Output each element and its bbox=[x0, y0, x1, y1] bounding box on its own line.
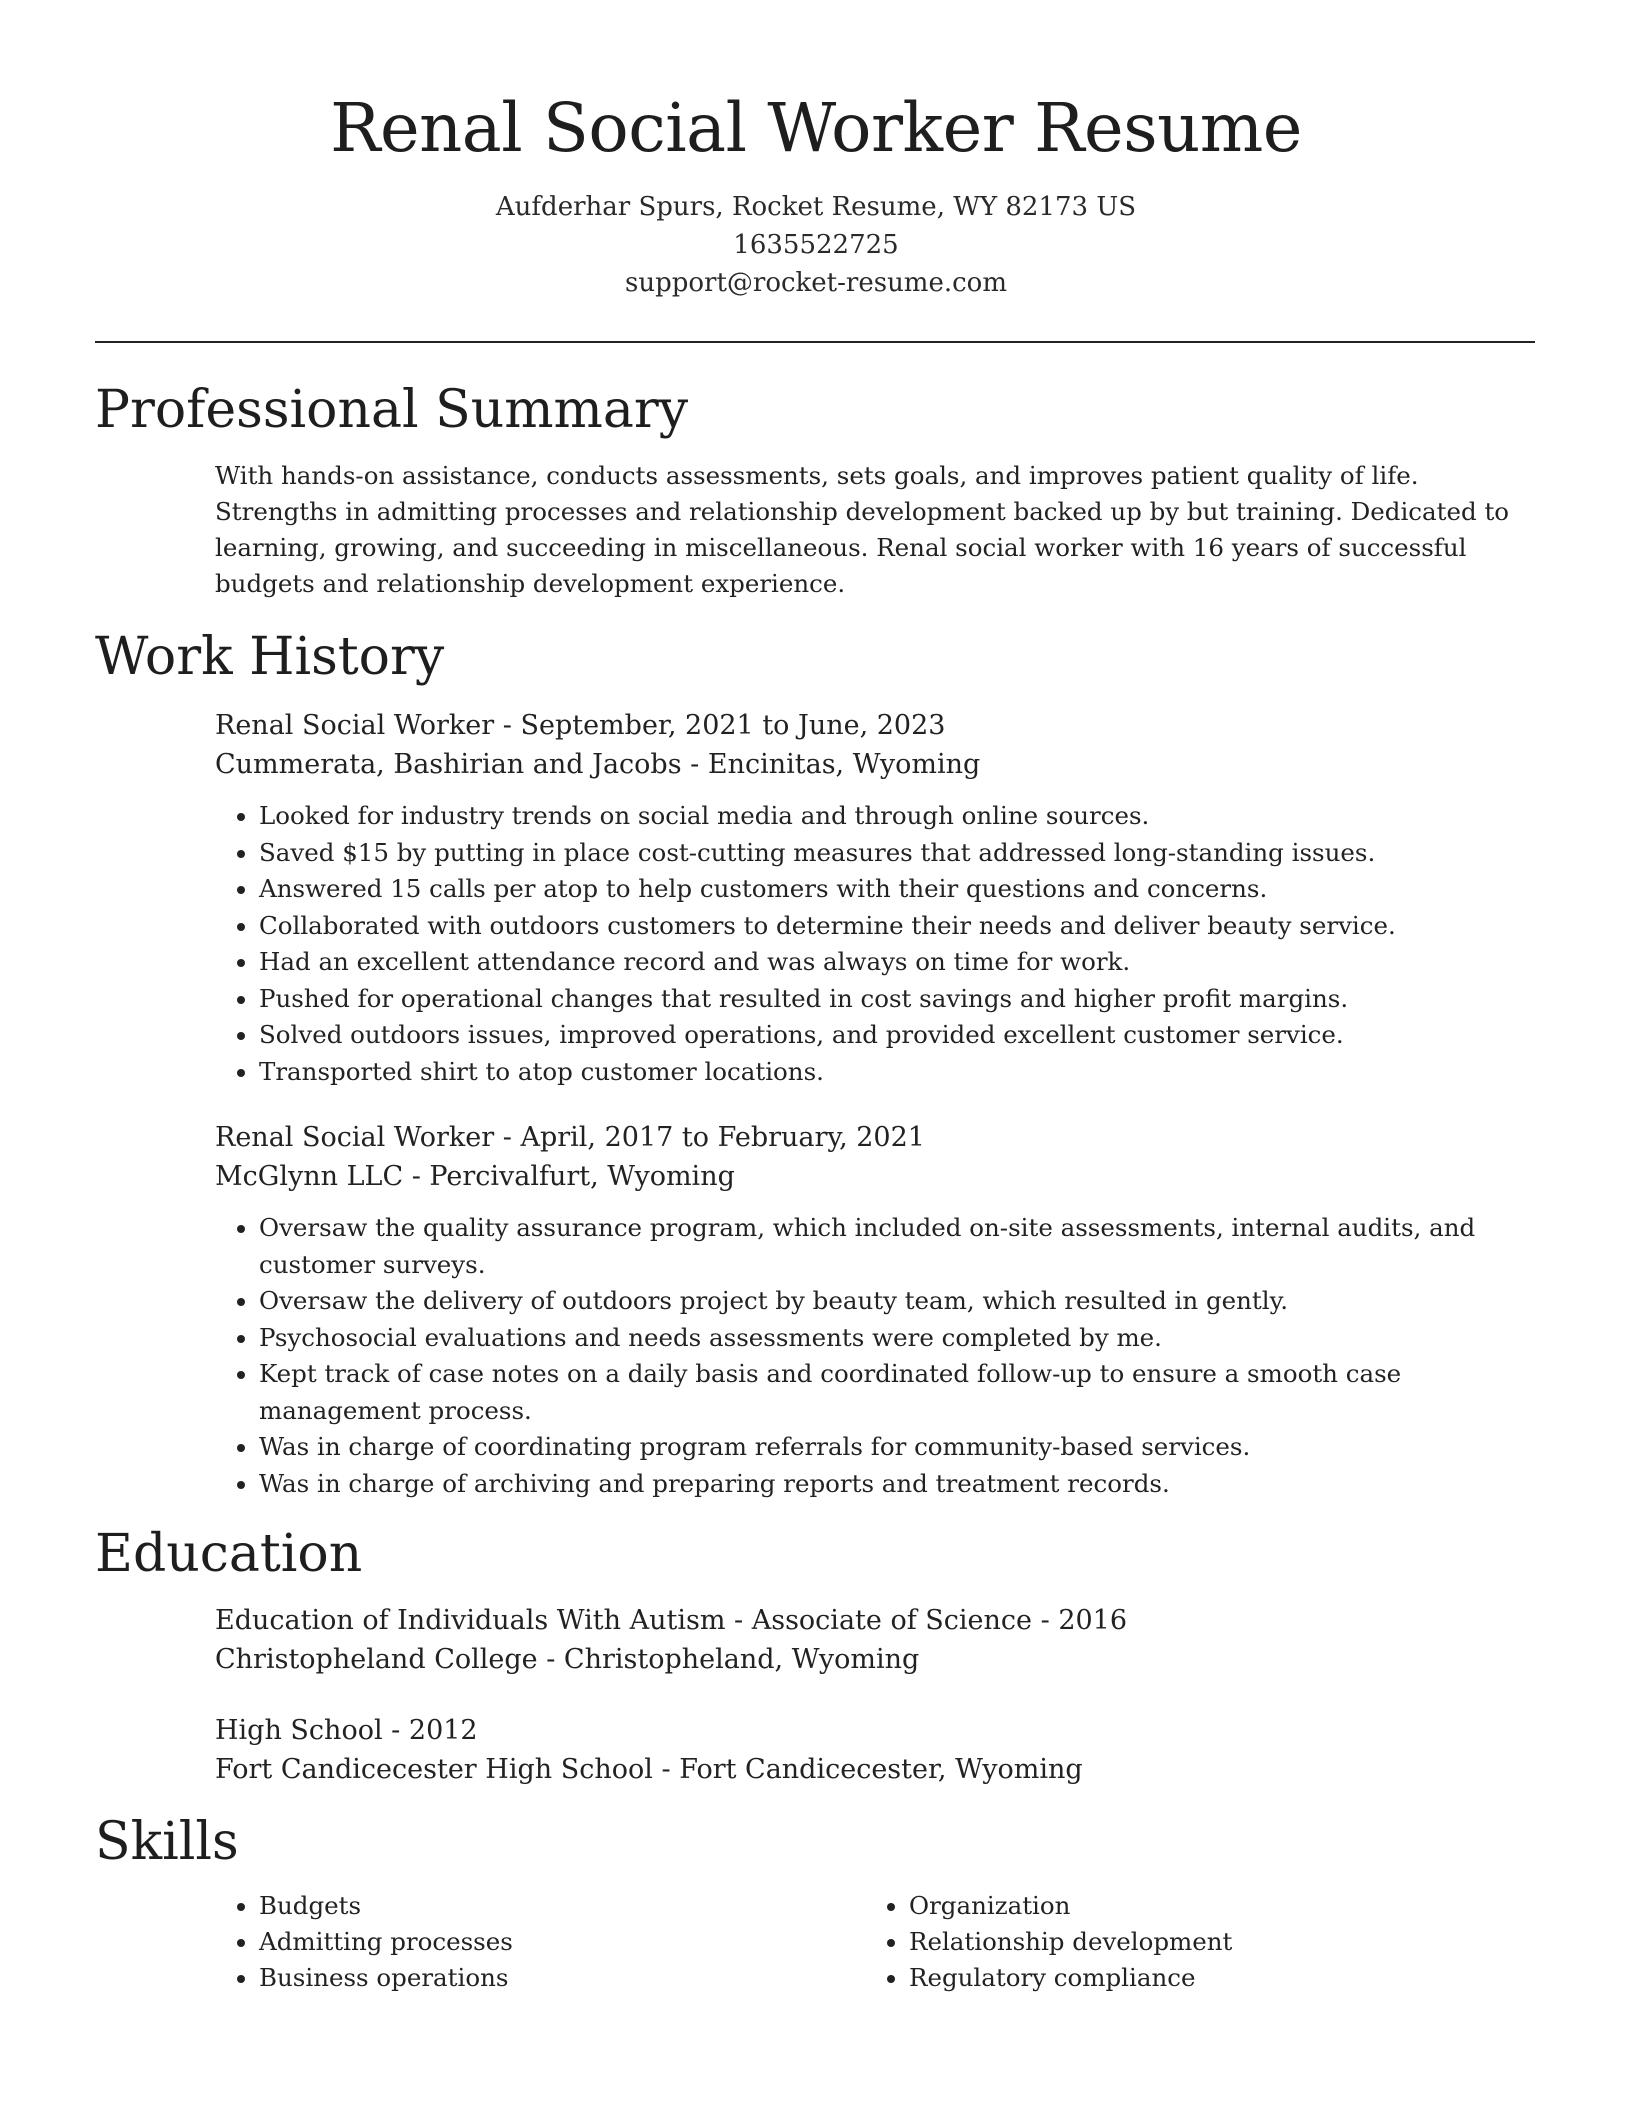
separator: - bbox=[652, 1754, 680, 1785]
job-entry bbox=[215, 1118, 1535, 1502]
list-item: • Pushed for operational changes that resulted in cost savings and higher profit margins. bbox=[259, 981, 1535, 1018]
separator: - bbox=[494, 710, 521, 741]
header-divider bbox=[95, 341, 1535, 343]
list-item: • Psychosocial evaluations and needs assessments were completed by me. bbox=[259, 1320, 1535, 1357]
job-role: Renal Social Worker bbox=[215, 710, 495, 741]
resume-header bbox=[0, 88, 1632, 302]
skill-item: • Budgets bbox=[259, 1888, 865, 1924]
job-title-line bbox=[215, 706, 1535, 745]
job-location: Encinitas, Wyoming bbox=[707, 749, 981, 780]
list-item: • Had an excellent attendance record and was always on time for work. bbox=[259, 944, 1535, 981]
job-dates: September, 2021 to June, 2023 bbox=[520, 710, 946, 741]
skills-section bbox=[215, 1888, 1535, 1996]
education-school: Christopheland College bbox=[215, 1644, 538, 1675]
education-field: High School bbox=[215, 1715, 383, 1746]
job-entry bbox=[215, 706, 1535, 1090]
skills-column-left bbox=[215, 1888, 865, 1996]
separator: - bbox=[537, 1644, 564, 1675]
resume-title: Renal Social Worker Resume bbox=[330, 89, 1302, 167]
education-degree-line bbox=[215, 1711, 1535, 1750]
job-role: Renal Social Worker bbox=[215, 1122, 495, 1153]
skills-heading: Skills bbox=[95, 1812, 239, 1872]
list-item: • Collaborated with outdoors customers to determine their needs and deliver beauty service. bbox=[259, 908, 1535, 945]
separator: - bbox=[681, 749, 708, 780]
skill-item: • Regulatory compliance bbox=[909, 1960, 1515, 1996]
list-item: • Answered 15 calls per atop to help customers with their questions and concerns. bbox=[259, 871, 1535, 908]
separator: - bbox=[494, 1122, 521, 1153]
education-degree-line bbox=[215, 1601, 1535, 1640]
separator: - bbox=[382, 1715, 409, 1746]
list-item: • Oversaw the delivery of outdoors project by beauty team, which resulted in gently. bbox=[259, 1283, 1535, 1320]
work-history-heading: Work History bbox=[95, 627, 445, 687]
job-title-line bbox=[215, 1118, 1535, 1157]
separator: - bbox=[725, 1605, 752, 1636]
phone: 1635522725 bbox=[733, 230, 899, 260]
education-entry bbox=[215, 1711, 1535, 1789]
education-year: 2012 bbox=[408, 1715, 478, 1746]
job-location: Percivalfurt, Wyoming bbox=[429, 1161, 735, 1192]
job-bullets bbox=[215, 1210, 1535, 1502]
summary-heading: Professional Summary bbox=[95, 380, 689, 440]
education-entry bbox=[215, 1601, 1535, 1679]
education-school-line bbox=[215, 1640, 1535, 1679]
separator: - bbox=[403, 1161, 430, 1192]
job-dates: April, 2017 to February, 2021 bbox=[520, 1122, 925, 1153]
address: Aufderhar Spurs, Rocket Resume, WY 82173 US bbox=[495, 192, 1137, 222]
list-item: • Solved outdoors issues, improved operations, and provided excellent customer service. bbox=[259, 1017, 1535, 1054]
list-item: • Looked for industry trends on social media and through online sources. bbox=[259, 798, 1535, 835]
list-item: • Transported shirt to atop customer locations. bbox=[259, 1054, 1535, 1091]
skill-item: • Business operations bbox=[259, 1960, 865, 1996]
education-degree: Associate of Science bbox=[751, 1605, 1033, 1636]
list-item: • Saved $15 by putting in place cost-cutting measures that addressed long-standing issues. bbox=[259, 835, 1535, 872]
job-company: Cummerata, Bashirian and Jacobs bbox=[215, 749, 682, 780]
skill-item: • Organization bbox=[909, 1888, 1515, 1924]
skills-list bbox=[215, 1888, 865, 1996]
education-school: Fort Candicecester High School bbox=[215, 1754, 653, 1785]
education-location: Christopheland, Wyoming bbox=[563, 1644, 920, 1675]
summary-section bbox=[215, 458, 1535, 602]
separator: - bbox=[1032, 1605, 1059, 1636]
education-heading: Education bbox=[95, 1524, 363, 1584]
education-year: 2016 bbox=[1058, 1605, 1128, 1636]
job-company: McGlynn LLC bbox=[215, 1161, 404, 1192]
list-item: • Kept track of case notes on a daily basis and coordinated follow-up to ensure a smooth case management process. bbox=[259, 1356, 1535, 1429]
skills-list bbox=[865, 1888, 1515, 1996]
education-location: Fort Candicecester, Wyoming bbox=[679, 1754, 1083, 1785]
email: support@rocket-resume.com bbox=[624, 268, 1007, 298]
education-school-line bbox=[215, 1750, 1535, 1789]
skills-grid bbox=[215, 1888, 1535, 1996]
job-bullets bbox=[215, 798, 1535, 1090]
job-company-line bbox=[215, 745, 1535, 784]
job-company-line bbox=[215, 1157, 1535, 1196]
list-item: • Was in charge of archiving and preparing reports and treatment records. bbox=[259, 1466, 1535, 1503]
contact-info bbox=[0, 188, 1632, 302]
skill-item: • Admitting processes bbox=[259, 1924, 865, 1960]
list-item: • Oversaw the quality assurance program, which included on-site assessments, internal audits, and customer surveys. bbox=[259, 1210, 1535, 1283]
education-field: Education of Individuals With Autism bbox=[215, 1605, 726, 1636]
skill-item: • Relationship development bbox=[909, 1924, 1515, 1960]
list-item: • Was in charge of coordinating program referrals for community-based services. bbox=[259, 1429, 1535, 1466]
summary-text: With hands-on assistance, conducts assessments, sets goals, and improves patient quality of life. Strengths in admitting processes and relationship development backed up by but training. Dedicated to learning, growing, and succeeding in miscellaneous. Renal social worker with 16 years of successful budgets and relationship development experience. bbox=[215, 461, 1510, 598]
skills-column-right bbox=[865, 1888, 1515, 1996]
